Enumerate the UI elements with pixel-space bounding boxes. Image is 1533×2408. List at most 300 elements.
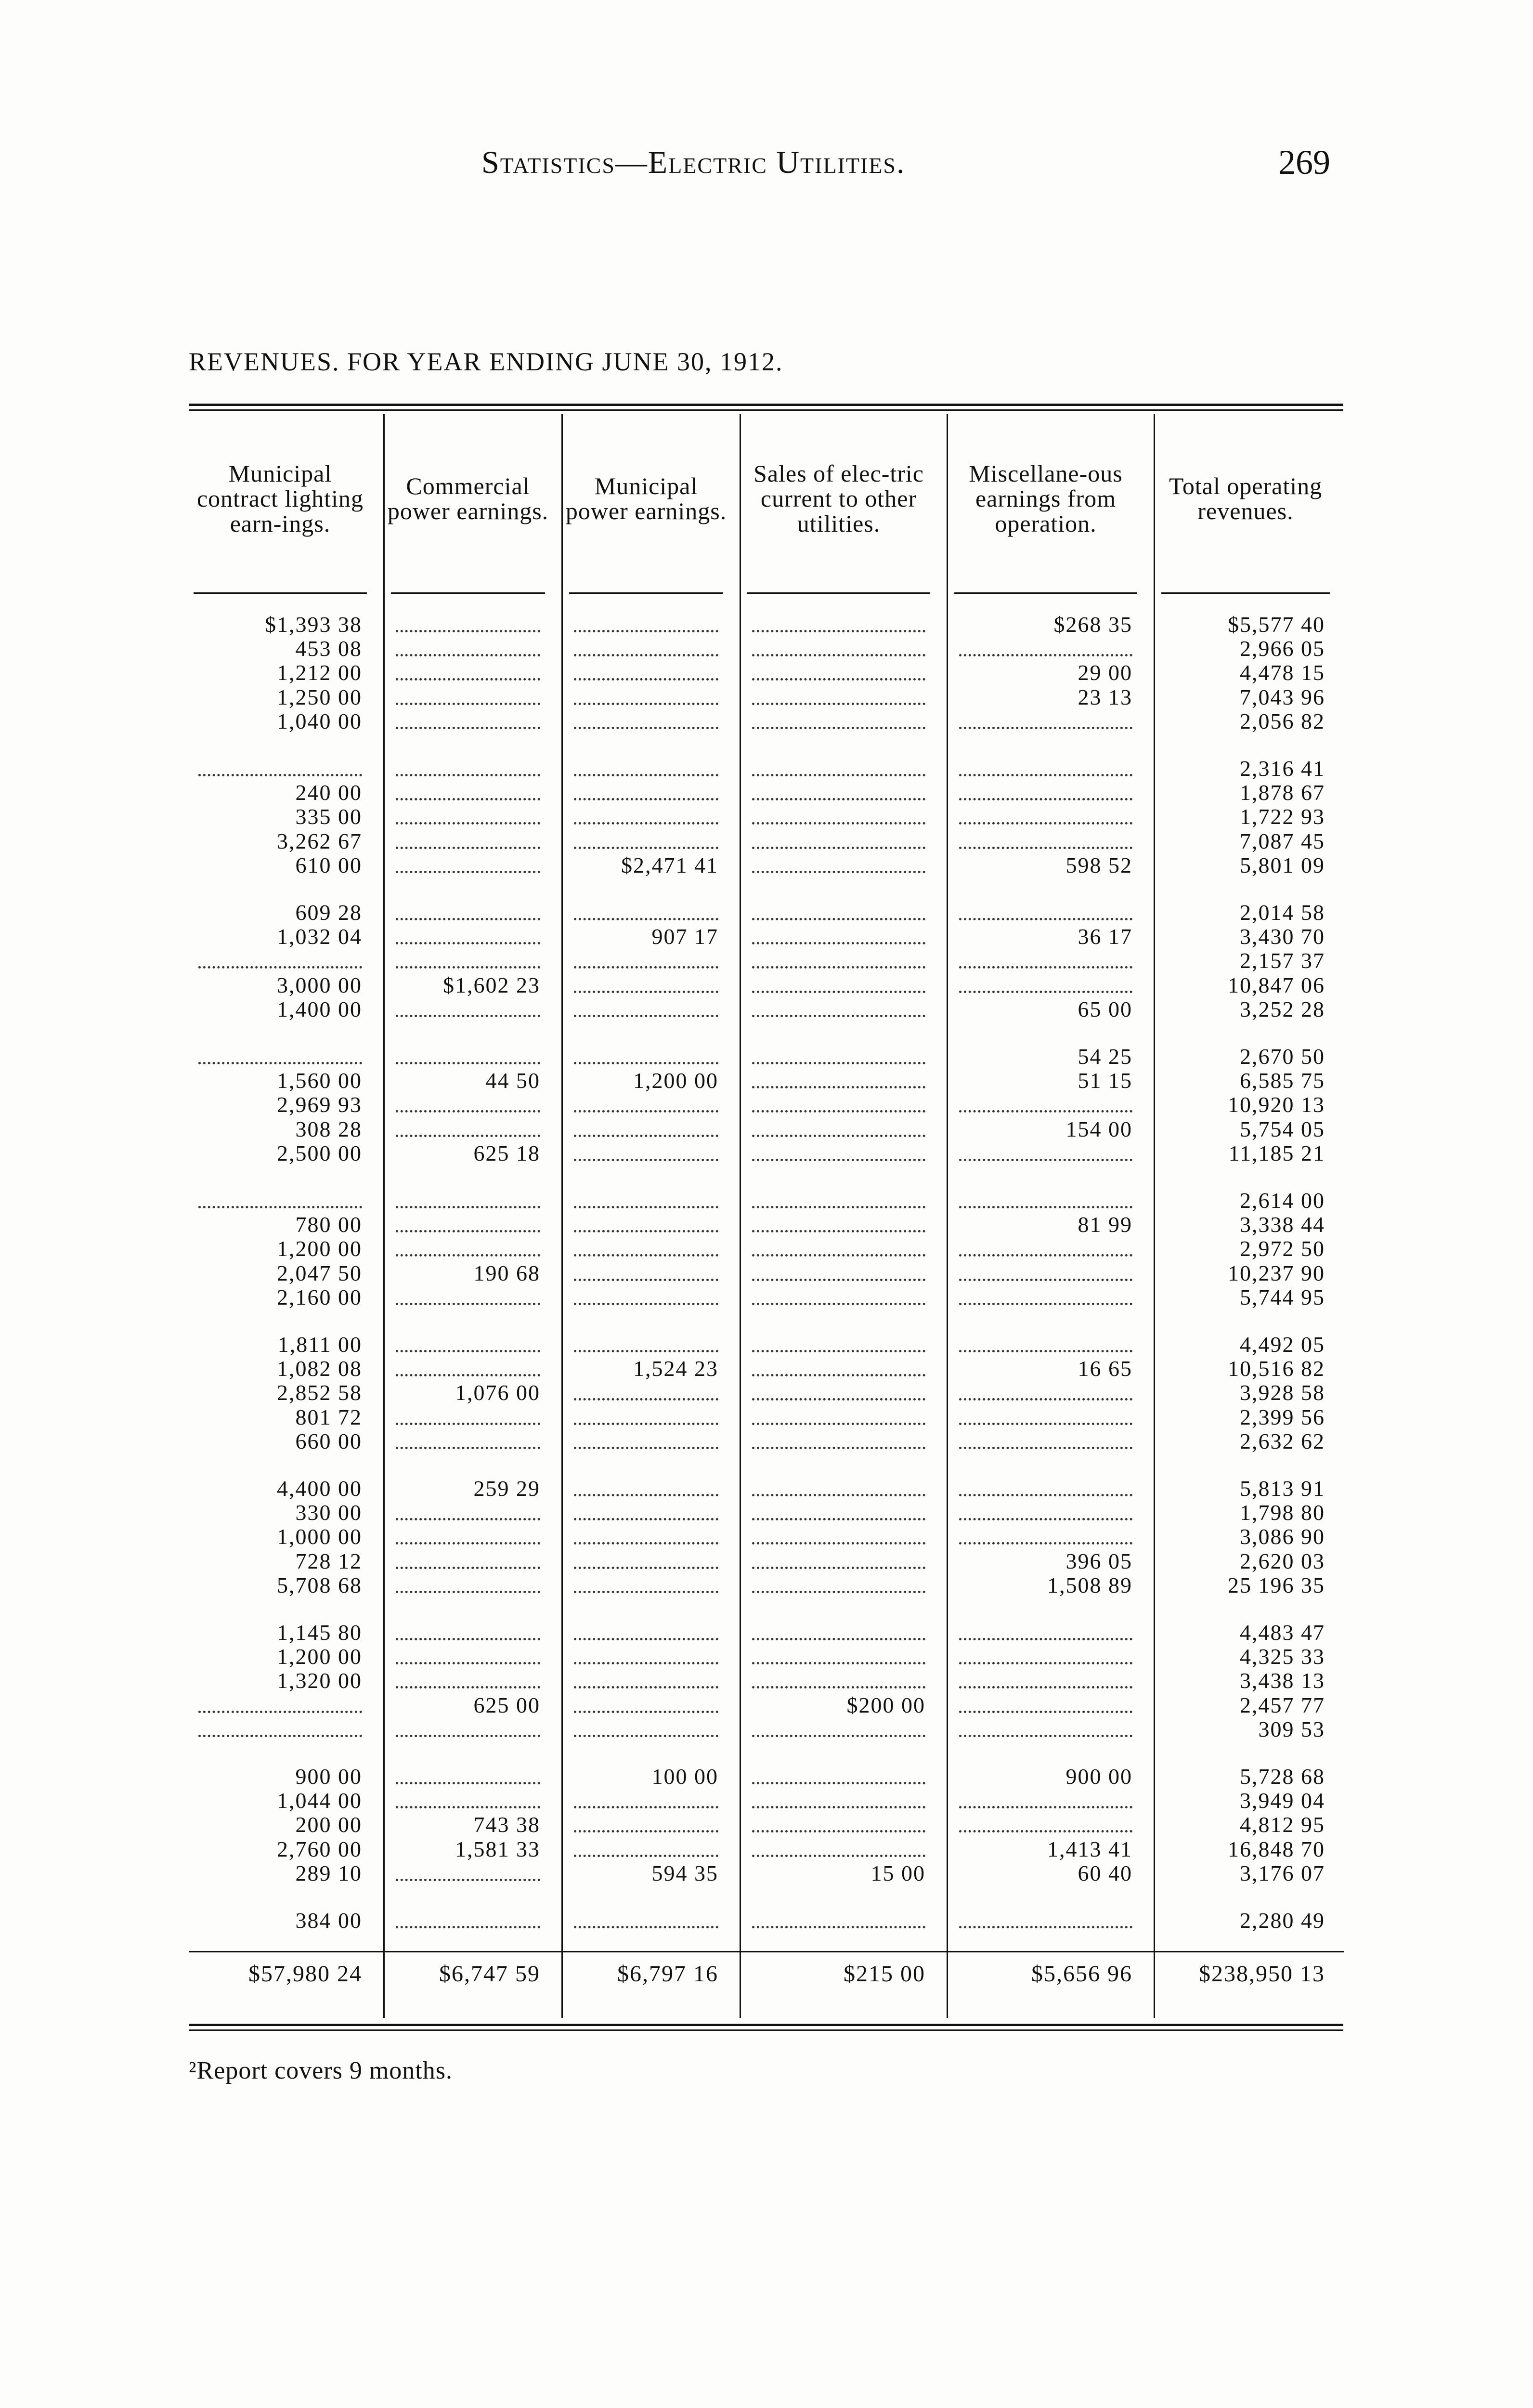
leader-dots bbox=[396, 844, 540, 849]
leader-dots bbox=[752, 1683, 925, 1688]
leader-dots bbox=[396, 1803, 540, 1808]
leader-dots bbox=[752, 651, 925, 656]
leader-dots bbox=[752, 1059, 925, 1064]
leader-dots bbox=[574, 1732, 718, 1737]
table-cell: 330 00 bbox=[295, 1500, 362, 1525]
column-divider bbox=[947, 414, 948, 2018]
leader-dots bbox=[396, 1371, 540, 1376]
table-cell: 1,508 89 bbox=[1047, 1572, 1132, 1597]
column-divider bbox=[561, 414, 563, 2018]
leader-dots bbox=[396, 1203, 540, 1208]
leader-dots bbox=[574, 700, 718, 705]
table-cell: 200 00 bbox=[295, 1812, 362, 1837]
leader-dots bbox=[752, 700, 925, 705]
table-cell: 2,280 49 bbox=[1240, 1908, 1325, 1933]
leader-dots bbox=[752, 1395, 925, 1400]
table-cell: 2,670 50 bbox=[1240, 1044, 1325, 1069]
revenue-table bbox=[189, 414, 1344, 2018]
table-cell: 16 65 bbox=[1078, 1356, 1132, 1381]
table-cell: 65 00 bbox=[1078, 996, 1132, 1021]
column-header: Total operating revenues. bbox=[1169, 472, 1323, 524]
table-caption: REVENUES. FOR YEAR ENDING JUNE 30, 1912. bbox=[189, 347, 783, 376]
leader-dots bbox=[752, 915, 925, 920]
table-cell: 1,032 04 bbox=[277, 924, 362, 949]
table-cell: 259 29 bbox=[473, 1476, 540, 1501]
totals-rule bbox=[189, 1951, 1344, 1952]
table-cell: 2,157 37 bbox=[1240, 948, 1325, 973]
total-cell: $238,950 13 bbox=[1199, 1961, 1325, 1987]
leader-dots bbox=[396, 700, 540, 705]
leader-dots bbox=[959, 1491, 1132, 1496]
leader-dots bbox=[752, 1132, 925, 1137]
leader-dots bbox=[198, 771, 362, 776]
table-cell: 3,262 67 bbox=[277, 828, 362, 853]
leader-dots bbox=[959, 1827, 1132, 1832]
table-cell: 5,728 68 bbox=[1240, 1764, 1325, 1789]
total-cell: $57,980 24 bbox=[248, 1961, 362, 1987]
leader-dots bbox=[198, 963, 362, 968]
leader-dots bbox=[574, 1107, 718, 1112]
table-cell: 44 50 bbox=[485, 1068, 540, 1093]
leader-dots bbox=[959, 1203, 1132, 1208]
leader-dots bbox=[959, 1659, 1132, 1664]
leader-dots bbox=[959, 1635, 1132, 1640]
leader-dots bbox=[959, 988, 1132, 993]
leader-dots bbox=[574, 627, 718, 632]
table-cell: 16,848 70 bbox=[1228, 1836, 1325, 1861]
table-cell: 10,516 82 bbox=[1228, 1356, 1325, 1381]
column-header: Municipal power earnings. bbox=[565, 472, 727, 524]
leader-dots bbox=[959, 1395, 1132, 1400]
table-cell: 900 00 bbox=[1065, 1764, 1132, 1789]
leader-dots bbox=[752, 963, 925, 968]
leader-dots bbox=[959, 651, 1132, 656]
leader-dots bbox=[396, 1444, 540, 1449]
top-rule bbox=[189, 404, 1343, 406]
table-cell: 625 18 bbox=[473, 1140, 540, 1165]
column-header: Miscellane-ous earnings from operation. bbox=[969, 460, 1123, 537]
table-cell: 598 52 bbox=[1065, 852, 1132, 877]
table-cell: 2,852 58 bbox=[277, 1380, 362, 1405]
total-cell: $6,747 59 bbox=[439, 1961, 540, 1987]
running-head: Statistics—Electric Utilities. bbox=[481, 145, 906, 180]
leader-dots bbox=[752, 1779, 925, 1784]
leader-dots bbox=[574, 1539, 718, 1544]
table-cell: 2,760 00 bbox=[277, 1836, 362, 1861]
table-cell: 309 53 bbox=[1258, 1716, 1325, 1741]
table-cell: 3,176 07 bbox=[1240, 1860, 1325, 1885]
column-divider bbox=[740, 414, 741, 2018]
leader-dots bbox=[752, 1251, 925, 1256]
leader-dots bbox=[574, 1491, 718, 1496]
leader-dots bbox=[959, 1156, 1132, 1161]
leader-dots bbox=[574, 1012, 718, 1017]
table-cell: 1,400 00 bbox=[277, 996, 362, 1021]
table-cell: 2,399 56 bbox=[1240, 1404, 1325, 1429]
leader-dots bbox=[396, 1420, 540, 1425]
table-cell: 154 00 bbox=[1065, 1116, 1132, 1141]
leader-dots bbox=[574, 771, 718, 776]
leader-dots bbox=[396, 1635, 540, 1640]
leader-dots bbox=[396, 819, 540, 824]
header-underline bbox=[391, 592, 545, 594]
leader-dots bbox=[959, 724, 1132, 729]
header-underline bbox=[1161, 592, 1330, 594]
table-cell: 10,847 06 bbox=[1228, 972, 1325, 997]
leader-dots bbox=[752, 988, 925, 993]
table-cell: 3,000 00 bbox=[277, 972, 362, 997]
table-cell: 900 00 bbox=[295, 1764, 362, 1789]
leader-dots bbox=[752, 1803, 925, 1808]
table-cell: $268 35 bbox=[1053, 612, 1132, 637]
table-cell: $1,393 38 bbox=[265, 612, 362, 637]
table-cell: 2,972 50 bbox=[1240, 1236, 1325, 1261]
leader-dots bbox=[752, 1300, 925, 1305]
leader-dots bbox=[959, 963, 1132, 968]
table-cell: 660 00 bbox=[295, 1428, 362, 1453]
total-cell: $215 00 bbox=[844, 1961, 925, 1987]
header-underline bbox=[954, 592, 1137, 594]
leader-dots bbox=[396, 795, 540, 800]
leader-dots bbox=[198, 1708, 362, 1713]
leader-dots bbox=[959, 1300, 1132, 1305]
leader-dots bbox=[574, 1276, 718, 1281]
leader-dots bbox=[752, 1732, 925, 1737]
leader-dots bbox=[574, 724, 718, 729]
leader-dots bbox=[574, 1708, 718, 1713]
leader-dots bbox=[574, 988, 718, 993]
table-cell: 81 99 bbox=[1078, 1212, 1132, 1237]
leader-dots bbox=[959, 795, 1132, 800]
leader-dots bbox=[396, 724, 540, 729]
table-cell: 2,966 05 bbox=[1240, 636, 1325, 661]
leader-dots bbox=[396, 1923, 540, 1928]
leader-dots bbox=[396, 1588, 540, 1593]
leader-dots bbox=[396, 963, 540, 968]
table-cell: 609 28 bbox=[295, 900, 362, 925]
table-cell: $1,602 23 bbox=[443, 972, 540, 997]
table-cell: 1,811 00 bbox=[277, 1332, 362, 1357]
leader-dots bbox=[752, 1276, 925, 1281]
table-cell: 1,250 00 bbox=[277, 684, 362, 709]
leader-dots bbox=[574, 1564, 718, 1569]
leader-dots bbox=[396, 1876, 540, 1881]
leader-dots bbox=[574, 963, 718, 968]
leader-dots bbox=[752, 724, 925, 729]
leader-dots bbox=[198, 1059, 362, 1064]
leader-dots bbox=[959, 1539, 1132, 1544]
header-underline bbox=[747, 592, 930, 594]
table-cell: 2,632 62 bbox=[1240, 1428, 1325, 1453]
table-cell: 2,316 41 bbox=[1240, 756, 1325, 781]
table-cell: 610 00 bbox=[295, 852, 362, 877]
leader-dots bbox=[574, 1420, 718, 1425]
leader-dots bbox=[959, 1515, 1132, 1520]
leader-dots bbox=[752, 1515, 925, 1520]
leader-dots bbox=[396, 1539, 540, 1544]
leader-dots bbox=[574, 1852, 718, 1857]
table-cell: 4,812 95 bbox=[1240, 1812, 1325, 1837]
leader-dots bbox=[752, 1827, 925, 1832]
table-cell: 7,043 96 bbox=[1240, 684, 1325, 709]
table-cell: 453 08 bbox=[295, 636, 362, 661]
total-cell: $6,797 16 bbox=[617, 1961, 718, 1987]
leader-dots bbox=[396, 675, 540, 681]
leader-dots bbox=[396, 771, 540, 776]
leader-dots bbox=[752, 675, 925, 681]
table-cell: 384 00 bbox=[295, 1908, 362, 1933]
leader-dots bbox=[574, 1635, 718, 1640]
leader-dots bbox=[752, 1420, 925, 1425]
table-cell: 743 38 bbox=[473, 1812, 540, 1837]
table-cell: $2,471 41 bbox=[621, 852, 718, 877]
leader-dots bbox=[959, 771, 1132, 776]
leader-dots bbox=[396, 627, 540, 632]
leader-dots bbox=[574, 1156, 718, 1161]
leader-dots bbox=[574, 1803, 718, 1808]
leader-dots bbox=[959, 1732, 1132, 1737]
table-cell: 289 10 bbox=[295, 1860, 362, 1885]
table-cell: 4,492 05 bbox=[1240, 1332, 1325, 1357]
table-cell: 1,581 33 bbox=[455, 1836, 540, 1861]
leader-dots bbox=[959, 819, 1132, 824]
leader-dots bbox=[752, 1227, 925, 1232]
table-cell: 54 25 bbox=[1078, 1044, 1132, 1069]
leader-dots bbox=[752, 1659, 925, 1664]
table-cell: 29 00 bbox=[1078, 660, 1132, 685]
leader-dots bbox=[959, 915, 1132, 920]
table-cell: $200 00 bbox=[846, 1692, 925, 1717]
leader-dots bbox=[752, 1635, 925, 1640]
leader-dots bbox=[396, 939, 540, 944]
table-cell: 240 00 bbox=[295, 780, 362, 805]
table-cell: 1,076 00 bbox=[455, 1380, 540, 1405]
table-cell: 1,413 41 bbox=[1047, 1836, 1132, 1861]
table-cell: 2,500 00 bbox=[277, 1140, 362, 1165]
table-cell: 7,087 45 bbox=[1240, 828, 1325, 853]
bottom-rule bbox=[189, 2024, 1343, 2026]
leader-dots bbox=[574, 1203, 718, 1208]
leader-dots bbox=[574, 1395, 718, 1400]
leader-dots bbox=[396, 915, 540, 920]
leader-dots bbox=[574, 1251, 718, 1256]
table-cell: 594 35 bbox=[651, 1860, 718, 1885]
table-cell: 1,212 00 bbox=[277, 660, 362, 685]
table-cell: 3,338 44 bbox=[1240, 1212, 1325, 1237]
table-cell: 2,014 58 bbox=[1240, 900, 1325, 925]
leader-dots bbox=[752, 1203, 925, 1208]
table-cell: 51 15 bbox=[1078, 1068, 1132, 1093]
total-cell: $5,656 96 bbox=[1031, 1961, 1132, 1987]
leader-dots bbox=[752, 1012, 925, 1017]
table-cell: 5,801 09 bbox=[1240, 852, 1325, 877]
table-cell: 1,200 00 bbox=[277, 1236, 362, 1261]
leader-dots bbox=[959, 1251, 1132, 1256]
table-cell: 100 00 bbox=[651, 1764, 718, 1789]
leader-dots bbox=[752, 868, 925, 873]
table-cell: 801 72 bbox=[295, 1404, 362, 1429]
table-cell: 1,200 00 bbox=[633, 1068, 718, 1093]
table-cell: 5,708 68 bbox=[277, 1572, 362, 1597]
table-cell: 1,722 93 bbox=[1240, 804, 1325, 829]
table-cell: 1,044 00 bbox=[277, 1788, 362, 1813]
leader-dots bbox=[752, 1539, 925, 1544]
table-cell: 2,457 77 bbox=[1240, 1692, 1325, 1717]
table-cell: 10,920 13 bbox=[1228, 1092, 1325, 1117]
table-cell: 1,145 80 bbox=[277, 1620, 362, 1645]
leader-dots bbox=[574, 1347, 718, 1352]
leader-dots bbox=[574, 819, 718, 824]
table-cell: 1,000 00 bbox=[277, 1524, 362, 1549]
leader-dots bbox=[959, 844, 1132, 849]
table-cell: 780 00 bbox=[295, 1212, 362, 1237]
leader-dots bbox=[959, 1276, 1132, 1281]
table-cell: 2,047 50 bbox=[277, 1260, 362, 1285]
leader-dots bbox=[752, 627, 925, 632]
leader-dots bbox=[959, 1923, 1132, 1928]
table-cell: 1,878 67 bbox=[1240, 780, 1325, 805]
leader-dots bbox=[396, 1732, 540, 1737]
leader-dots bbox=[574, 844, 718, 849]
leader-dots bbox=[396, 1683, 540, 1688]
page-number: 269 bbox=[1278, 143, 1330, 182]
table-cell: 3,252 28 bbox=[1240, 996, 1325, 1021]
leader-dots bbox=[574, 1515, 718, 1520]
leader-dots bbox=[959, 1107, 1132, 1112]
table-cell: 5,754 05 bbox=[1240, 1116, 1325, 1141]
table-cell: 25 196 35 bbox=[1228, 1572, 1325, 1597]
table-cell: 625 00 bbox=[473, 1692, 540, 1717]
leader-dots bbox=[752, 939, 925, 944]
leader-dots bbox=[396, 1059, 540, 1064]
leader-dots bbox=[396, 1564, 540, 1569]
table-cell: 1,040 00 bbox=[277, 708, 362, 733]
leader-dots bbox=[396, 1347, 540, 1352]
leader-dots bbox=[752, 1083, 925, 1088]
leader-dots bbox=[396, 651, 540, 656]
table-cell: 2,620 03 bbox=[1240, 1548, 1325, 1573]
table-cell: 2,160 00 bbox=[277, 1284, 362, 1309]
table-cell: 2,969 93 bbox=[277, 1092, 362, 1117]
table-cell: 15 00 bbox=[870, 1860, 925, 1885]
table-cell: 5,813 91 bbox=[1240, 1476, 1325, 1501]
leader-dots bbox=[396, 868, 540, 873]
column-divider bbox=[383, 414, 385, 2018]
leader-dots bbox=[396, 1779, 540, 1784]
table-cell: $5,577 40 bbox=[1228, 612, 1325, 637]
leader-dots bbox=[396, 1251, 540, 1256]
table-cell: 190 68 bbox=[473, 1260, 540, 1285]
leader-dots bbox=[752, 1564, 925, 1569]
table-cell: 1,200 00 bbox=[277, 1644, 362, 1669]
leader-dots bbox=[574, 915, 718, 920]
leader-dots bbox=[574, 651, 718, 656]
leader-dots bbox=[959, 1347, 1132, 1352]
table-cell: 4,478 15 bbox=[1240, 660, 1325, 685]
leader-dots bbox=[198, 1732, 362, 1737]
leader-dots bbox=[574, 1923, 718, 1928]
table-cell: 6,585 75 bbox=[1240, 1068, 1325, 1093]
table-cell: 3,928 58 bbox=[1240, 1380, 1325, 1405]
leader-dots bbox=[752, 1923, 925, 1928]
table-cell: 2,056 82 bbox=[1240, 708, 1325, 733]
table-cell: 1,320 00 bbox=[277, 1668, 362, 1693]
table-cell: 60 40 bbox=[1078, 1860, 1132, 1885]
leader-dots bbox=[752, 1107, 925, 1112]
table-cell: 335 00 bbox=[295, 804, 362, 829]
leader-dots bbox=[574, 675, 718, 681]
table-cell: 308 28 bbox=[295, 1116, 362, 1141]
table-cell: 10,237 90 bbox=[1228, 1260, 1325, 1285]
leader-dots bbox=[752, 1588, 925, 1593]
leader-dots bbox=[752, 1444, 925, 1449]
column-header: Municipal contract lighting earn-ings. bbox=[196, 460, 364, 537]
leader-dots bbox=[959, 1803, 1132, 1808]
leader-dots bbox=[752, 1347, 925, 1352]
leader-dots bbox=[574, 1059, 718, 1064]
table-cell: 3,438 13 bbox=[1240, 1668, 1325, 1693]
leader-dots bbox=[574, 1683, 718, 1688]
leader-dots bbox=[396, 1132, 540, 1137]
table-cell: 1,524 23 bbox=[633, 1356, 718, 1381]
table-cell: 907 17 bbox=[651, 924, 718, 949]
leader-dots bbox=[574, 1300, 718, 1305]
column-header: Sales of elec-tric current to other utilities. bbox=[754, 460, 924, 537]
leader-dots bbox=[959, 1683, 1132, 1688]
column-divider bbox=[1154, 414, 1155, 2018]
leader-dots bbox=[752, 819, 925, 824]
table-cell: 3,430 70 bbox=[1240, 924, 1325, 949]
leader-dots bbox=[574, 1588, 718, 1593]
column-header: Commercial power earnings. bbox=[387, 472, 549, 524]
leader-dots bbox=[396, 1107, 540, 1112]
leader-dots bbox=[574, 1827, 718, 1832]
leader-dots bbox=[396, 1300, 540, 1305]
table-cell: 4,400 00 bbox=[277, 1476, 362, 1501]
leader-dots bbox=[752, 844, 925, 849]
leader-dots bbox=[959, 1444, 1132, 1449]
table-cell: 4,483 47 bbox=[1240, 1620, 1325, 1645]
table-cell: 1,798 80 bbox=[1240, 1500, 1325, 1525]
header-underline bbox=[569, 592, 723, 594]
table-cell: 36 17 bbox=[1078, 924, 1132, 949]
table-cell: 396 05 bbox=[1065, 1548, 1132, 1573]
leader-dots bbox=[396, 1012, 540, 1017]
leader-dots bbox=[752, 1156, 925, 1161]
leader-dots bbox=[396, 1659, 540, 1664]
leader-dots bbox=[752, 1371, 925, 1376]
table-cell: 2,614 00 bbox=[1240, 1188, 1325, 1213]
footnote: ²Report covers 9 months. bbox=[189, 2057, 453, 2084]
leader-dots bbox=[752, 771, 925, 776]
table-cell: 5,744 95 bbox=[1240, 1284, 1325, 1309]
table-cell: 3,949 04 bbox=[1240, 1788, 1325, 1813]
table-cell: 3,086 90 bbox=[1240, 1524, 1325, 1549]
table-cell: 728 12 bbox=[295, 1548, 362, 1573]
leader-dots bbox=[959, 1420, 1132, 1425]
table-cell: 11,185 21 bbox=[1228, 1140, 1325, 1165]
table-cell: 1,560 00 bbox=[277, 1068, 362, 1093]
leader-dots bbox=[752, 795, 925, 800]
top-rule-2 bbox=[189, 409, 1343, 411]
leader-dots bbox=[752, 1491, 925, 1496]
table-cell: 23 13 bbox=[1078, 684, 1132, 709]
leader-dots bbox=[396, 1515, 540, 1520]
bottom-rule-2 bbox=[189, 2029, 1343, 2031]
leader-dots bbox=[574, 795, 718, 800]
leader-dots bbox=[959, 1708, 1132, 1713]
leader-dots bbox=[574, 1659, 718, 1664]
